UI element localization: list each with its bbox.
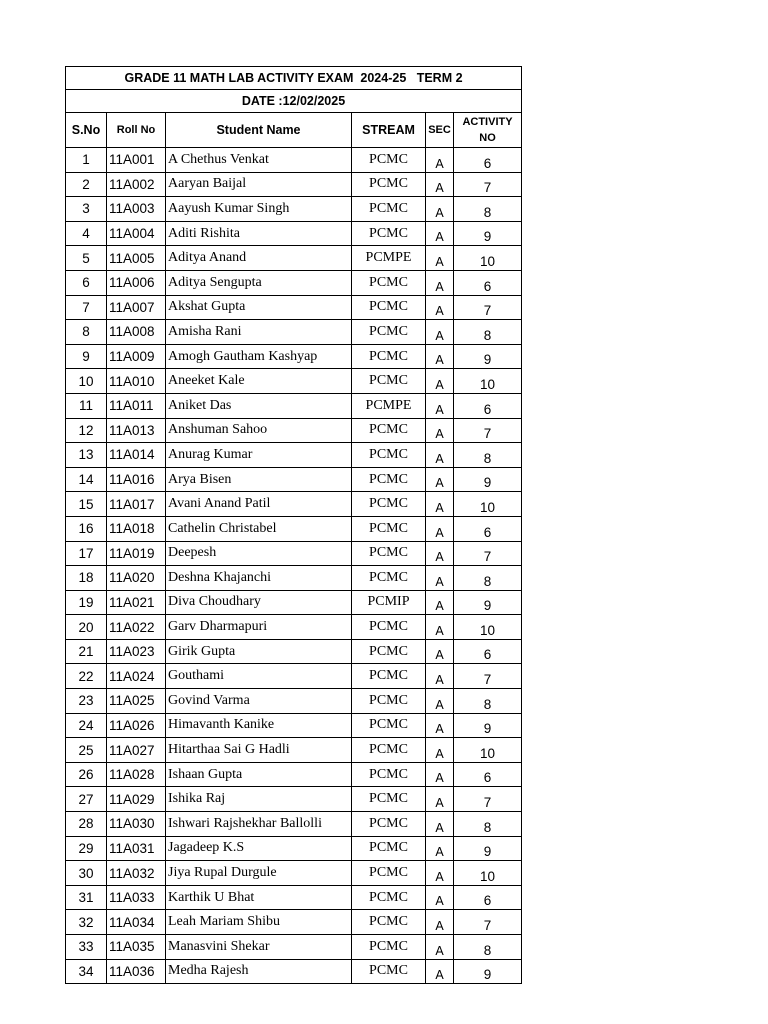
table-row	[66, 762, 522, 787]
cell-roll-no: 11A003	[107, 197, 166, 222]
cell-sec: A	[426, 812, 454, 837]
cell-sec: A	[426, 172, 454, 197]
cell-student-name: Avani Anand Patil	[166, 492, 352, 517]
cell-student-name: Aniket Das	[166, 393, 352, 418]
cell-activity-no: 8	[454, 320, 522, 345]
cell-sno: 20	[66, 615, 107, 640]
cell-student-name: Jiya Rupal Durgule	[166, 861, 352, 886]
table-row	[66, 566, 522, 591]
cell-activity-no: 9	[454, 836, 522, 861]
cell-sec: A	[426, 418, 454, 443]
table-row	[66, 959, 522, 984]
cell-sno: 32	[66, 910, 107, 935]
cell-sno: 26	[66, 762, 107, 787]
table-row	[66, 443, 522, 468]
table-row	[66, 172, 522, 197]
cell-sno: 8	[66, 320, 107, 345]
cell-sno: 31	[66, 885, 107, 910]
cell-activity-no: 10	[454, 492, 522, 517]
cell-roll-no: 11A004	[107, 221, 166, 246]
table-row	[66, 713, 522, 738]
table-row	[66, 812, 522, 837]
cell-sec: A	[426, 320, 454, 345]
cell-activity-no: 10	[454, 861, 522, 886]
cell-sno: 25	[66, 738, 107, 763]
cell-sec: A	[426, 566, 454, 591]
cell-stream: PCMC	[352, 197, 426, 222]
cell-roll-no: 11A016	[107, 467, 166, 492]
cell-activity-no: 6	[454, 270, 522, 295]
cell-activity-no: 7	[454, 787, 522, 812]
cell-sno: 3	[66, 197, 107, 222]
header-activity-line1: ACTIVITY	[462, 116, 513, 128]
cell-activity-no: 9	[454, 467, 522, 492]
cell-activity-no: 9	[454, 344, 522, 369]
cell-activity-no: 7	[454, 172, 522, 197]
table-row	[66, 492, 522, 517]
cell-activity-no: 8	[454, 812, 522, 837]
cell-activity-no: 8	[454, 197, 522, 222]
cell-stream: PCMC	[352, 270, 426, 295]
exam-sheet-table	[65, 66, 522, 984]
table-row	[66, 861, 522, 886]
cell-stream: PCMPE	[352, 246, 426, 271]
cell-sec: A	[426, 738, 454, 763]
cell-stream: PCMC	[352, 836, 426, 861]
header-sec: SEC	[426, 113, 454, 148]
cell-stream: PCMC	[352, 762, 426, 787]
cell-sec: A	[426, 393, 454, 418]
cell-roll-no: 11A030	[107, 812, 166, 837]
cell-student-name: Leah Mariam Shibu	[166, 910, 352, 935]
cell-stream: PCMC	[352, 812, 426, 837]
cell-student-name: Amisha Rani	[166, 320, 352, 345]
cell-sno: 12	[66, 418, 107, 443]
cell-stream: PCMC	[352, 935, 426, 960]
cell-roll-no: 11A036	[107, 959, 166, 984]
table-row	[66, 910, 522, 935]
cell-sec: A	[426, 443, 454, 468]
cell-stream: PCMC	[352, 787, 426, 812]
cell-activity-no: 9	[454, 959, 522, 984]
cell-sec: A	[426, 369, 454, 394]
table-row	[66, 418, 522, 443]
cell-sec: A	[426, 689, 454, 714]
cell-sec: A	[426, 492, 454, 517]
cell-student-name: Aayush Kumar Singh	[166, 197, 352, 222]
cell-student-name: A Chethus Venkat	[166, 148, 352, 173]
cell-stream: PCMC	[352, 467, 426, 492]
cell-sec: A	[426, 787, 454, 812]
cell-stream: PCMC	[352, 492, 426, 517]
cell-roll-no: 11A035	[107, 935, 166, 960]
cell-roll-no: 11A027	[107, 738, 166, 763]
cell-student-name: Karthik U Bhat	[166, 885, 352, 910]
table-row	[66, 197, 522, 222]
cell-roll-no: 11A031	[107, 836, 166, 861]
cell-stream: PCMC	[352, 885, 426, 910]
cell-sec: A	[426, 148, 454, 173]
table-row	[66, 246, 522, 271]
cell-sec: A	[426, 861, 454, 886]
cell-stream: PCMC	[352, 443, 426, 468]
cell-roll-no: 11A007	[107, 295, 166, 320]
cell-sno: 18	[66, 566, 107, 591]
cell-activity-no: 6	[454, 639, 522, 664]
header-activity-line2: NO	[479, 132, 496, 144]
cell-roll-no: 11A002	[107, 172, 166, 197]
cell-roll-no: 11A009	[107, 344, 166, 369]
cell-activity-no: 10	[454, 369, 522, 394]
cell-stream: PCMC	[352, 418, 426, 443]
cell-roll-no: 11A014	[107, 443, 166, 468]
cell-student-name: Hitarthaa Sai G Hadli	[166, 738, 352, 763]
cell-activity-no: 10	[454, 615, 522, 640]
cell-roll-no: 11A028	[107, 762, 166, 787]
cell-stream: PCMC	[352, 369, 426, 394]
cell-sec: A	[426, 615, 454, 640]
cell-activity-no: 6	[454, 516, 522, 541]
cell-sno: 24	[66, 713, 107, 738]
cell-sec: A	[426, 590, 454, 615]
cell-sno: 7	[66, 295, 107, 320]
cell-activity-no: 7	[454, 910, 522, 935]
cell-activity-no: 6	[454, 148, 522, 173]
cell-stream: PCMC	[352, 148, 426, 173]
cell-stream: PCMPE	[352, 393, 426, 418]
cell-activity-no: 6	[454, 885, 522, 910]
table-row	[66, 393, 522, 418]
cell-sno: 2	[66, 172, 107, 197]
cell-sec: A	[426, 713, 454, 738]
cell-stream: PCMC	[352, 959, 426, 984]
cell-roll-no: 11A029	[107, 787, 166, 812]
cell-activity-no: 7	[454, 418, 522, 443]
cell-stream: PCMC	[352, 320, 426, 345]
cell-sec: A	[426, 959, 454, 984]
cell-roll-no: 11A022	[107, 615, 166, 640]
cell-sno: 4	[66, 221, 107, 246]
cell-stream: PCMC	[352, 541, 426, 566]
table-row	[66, 467, 522, 492]
cell-sec: A	[426, 910, 454, 935]
cell-sno: 15	[66, 492, 107, 517]
cell-sno: 27	[66, 787, 107, 812]
cell-roll-no: 11A006	[107, 270, 166, 295]
cell-activity-no: 8	[454, 566, 522, 591]
table-row	[66, 148, 522, 173]
cell-sno: 28	[66, 812, 107, 837]
cell-stream: PCMC	[352, 738, 426, 763]
cell-activity-no: 7	[454, 664, 522, 689]
cell-sno: 17	[66, 541, 107, 566]
cell-stream: PCMC	[352, 639, 426, 664]
cell-roll-no: 11A025	[107, 689, 166, 714]
cell-roll-no: 11A001	[107, 148, 166, 173]
cell-student-name: Himavanth Kanike	[166, 713, 352, 738]
cell-student-name: Medha Rajesh	[166, 959, 352, 984]
cell-stream: PCMC	[352, 344, 426, 369]
cell-stream: PCMC	[352, 615, 426, 640]
cell-student-name: Jagadeep K.S	[166, 836, 352, 861]
cell-roll-no: 11A017	[107, 492, 166, 517]
cell-stream: PCMC	[352, 566, 426, 591]
cell-stream: PCMC	[352, 664, 426, 689]
cell-roll-no: 11A033	[107, 885, 166, 910]
header-activity-no	[454, 113, 522, 148]
cell-student-name: Aditi Rishita	[166, 221, 352, 246]
cell-student-name: Arya Bisen	[166, 467, 352, 492]
cell-activity-no: 9	[454, 590, 522, 615]
table-row	[66, 270, 522, 295]
cell-sno: 5	[66, 246, 107, 271]
cell-roll-no: 11A023	[107, 639, 166, 664]
cell-roll-no: 11A034	[107, 910, 166, 935]
cell-sec: A	[426, 197, 454, 222]
cell-sec: A	[426, 246, 454, 271]
cell-student-name: Deshna Khajanchi	[166, 566, 352, 591]
cell-student-name: Govind Varma	[166, 689, 352, 714]
cell-student-name: Aaryan Baijal	[166, 172, 352, 197]
cell-activity-no: 10	[454, 738, 522, 763]
cell-activity-no: 7	[454, 541, 522, 566]
header-stream: STREAM	[352, 113, 426, 148]
cell-student-name: Gouthami	[166, 664, 352, 689]
cell-student-name: Akshat Gupta	[166, 295, 352, 320]
cell-sno: 34	[66, 959, 107, 984]
cell-student-name: Aditya Anand	[166, 246, 352, 271]
cell-roll-no: 11A020	[107, 566, 166, 591]
cell-sno: 23	[66, 689, 107, 714]
sheet-title: GRADE 11 MATH LAB ACTIVITY EXAM 2024-25 TERM 2	[66, 67, 522, 90]
cell-sec: A	[426, 270, 454, 295]
cell-stream: PCMIP	[352, 590, 426, 615]
cell-student-name: Diva Choudhary	[166, 590, 352, 615]
cell-sno: 6	[66, 270, 107, 295]
cell-activity-no: 6	[454, 762, 522, 787]
table-row	[66, 221, 522, 246]
cell-sno: 22	[66, 664, 107, 689]
cell-sno: 16	[66, 516, 107, 541]
cell-student-name: Aditya Sengupta	[166, 270, 352, 295]
header-student-name: Student Name	[166, 113, 352, 148]
cell-roll-no: 11A005	[107, 246, 166, 271]
cell-activity-no: 10	[454, 246, 522, 271]
cell-student-name: Ishika Raj	[166, 787, 352, 812]
cell-student-name: Ishaan Gupta	[166, 762, 352, 787]
cell-student-name: Manasvini Shekar	[166, 935, 352, 960]
cell-sno: 30	[66, 861, 107, 886]
cell-sec: A	[426, 664, 454, 689]
table-row	[66, 639, 522, 664]
cell-activity-no: 6	[454, 393, 522, 418]
table-row	[66, 738, 522, 763]
student-rows	[66, 148, 522, 984]
cell-sec: A	[426, 344, 454, 369]
cell-sec: A	[426, 467, 454, 492]
cell-activity-no: 8	[454, 689, 522, 714]
cell-activity-no: 7	[454, 295, 522, 320]
cell-student-name: Amogh Gautham Kashyap	[166, 344, 352, 369]
table-row	[66, 689, 522, 714]
cell-roll-no: 11A024	[107, 664, 166, 689]
cell-stream: PCMC	[352, 221, 426, 246]
table-row	[66, 664, 522, 689]
table-row	[66, 516, 522, 541]
cell-sno: 13	[66, 443, 107, 468]
cell-stream: PCMC	[352, 910, 426, 935]
table-row	[66, 935, 522, 960]
table-row	[66, 344, 522, 369]
cell-student-name: Cathelin Christabel	[166, 516, 352, 541]
cell-stream: PCMC	[352, 689, 426, 714]
table-row	[66, 885, 522, 910]
cell-sec: A	[426, 935, 454, 960]
column-header-row	[66, 113, 522, 148]
cell-student-name: Anurag Kumar	[166, 443, 352, 468]
cell-sec: A	[426, 541, 454, 566]
cell-activity-no: 9	[454, 221, 522, 246]
table-row	[66, 590, 522, 615]
table-row	[66, 295, 522, 320]
cell-stream: PCMC	[352, 172, 426, 197]
cell-sno: 33	[66, 935, 107, 960]
cell-student-name: Ishwari Rajshekhar Ballolli	[166, 812, 352, 837]
cell-roll-no: 11A010	[107, 369, 166, 394]
cell-activity-no: 8	[454, 935, 522, 960]
cell-sno: 19	[66, 590, 107, 615]
cell-roll-no: 11A008	[107, 320, 166, 345]
table-row	[66, 787, 522, 812]
table-row	[66, 615, 522, 640]
exam-date: DATE :12/02/2025	[66, 90, 522, 113]
cell-student-name: Aneeket Kale	[166, 369, 352, 394]
table-row	[66, 836, 522, 861]
table-row	[66, 369, 522, 394]
cell-roll-no: 11A021	[107, 590, 166, 615]
cell-sec: A	[426, 221, 454, 246]
cell-sno: 11	[66, 393, 107, 418]
cell-activity-no: 9	[454, 713, 522, 738]
cell-sec: A	[426, 295, 454, 320]
cell-sec: A	[426, 516, 454, 541]
cell-sno: 21	[66, 639, 107, 664]
cell-student-name: Deepesh	[166, 541, 352, 566]
cell-stream: PCMC	[352, 295, 426, 320]
cell-sno: 1	[66, 148, 107, 173]
cell-stream: PCMC	[352, 713, 426, 738]
cell-sec: A	[426, 885, 454, 910]
cell-sno: 14	[66, 467, 107, 492]
cell-activity-no: 8	[454, 443, 522, 468]
cell-sno: 9	[66, 344, 107, 369]
cell-stream: PCMC	[352, 516, 426, 541]
cell-student-name: Garv Dharmapuri	[166, 615, 352, 640]
cell-stream: PCMC	[352, 861, 426, 886]
cell-roll-no: 11A013	[107, 418, 166, 443]
cell-sec: A	[426, 836, 454, 861]
cell-sec: A	[426, 762, 454, 787]
cell-sno: 29	[66, 836, 107, 861]
cell-sno: 10	[66, 369, 107, 394]
cell-roll-no: 11A019	[107, 541, 166, 566]
header-sno: S.No	[66, 113, 107, 148]
table-row	[66, 320, 522, 345]
cell-student-name: Girik Gupta	[166, 639, 352, 664]
cell-student-name: Anshuman Sahoo	[166, 418, 352, 443]
table-row	[66, 541, 522, 566]
cell-roll-no: 11A032	[107, 861, 166, 886]
header-roll-no: Roll No	[107, 113, 166, 148]
cell-roll-no: 11A011	[107, 393, 166, 418]
cell-roll-no: 11A018	[107, 516, 166, 541]
cell-roll-no: 11A026	[107, 713, 166, 738]
cell-sec: A	[426, 639, 454, 664]
